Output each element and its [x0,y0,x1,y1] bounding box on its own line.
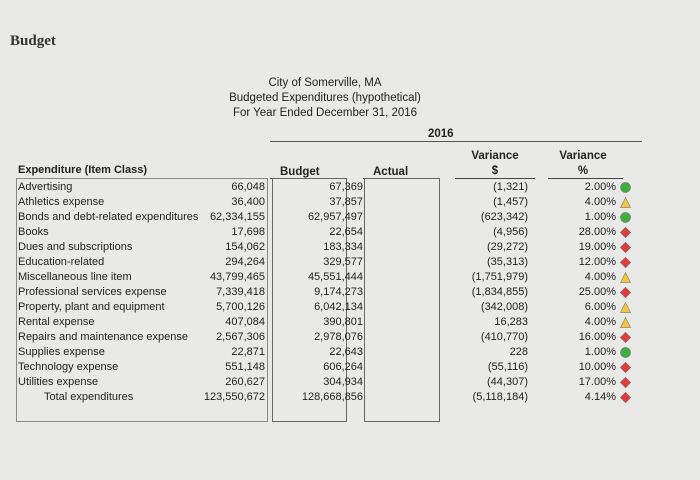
green-circle-icon [620,347,631,358]
actual-value: 9,174,273 [314,286,363,298]
expenditure-item: Property, plant and equipment [18,301,165,313]
variance-amount: (342,008) [480,301,528,313]
variance-percent: 6.00% [584,301,616,313]
entity-name: City of Somerville, MA [268,77,382,89]
table-row [0,195,700,210]
variance-amount: (1,457) [493,196,528,208]
year-rule [270,141,642,142]
actual-value: 6,042,134 [314,301,363,313]
variance-amount: (44,307) [487,376,528,388]
green-circle-icon [620,212,631,223]
table-row [0,270,700,285]
table-row [0,180,700,195]
table-row [0,330,700,345]
yellow-triangle-icon [620,317,631,328]
variance-amount: 16,283 [494,316,528,328]
budget-value: 551,148 [225,361,265,373]
red-diamond-icon [620,227,631,238]
red-diamond-icon [620,257,631,268]
year-label: 2016 [428,128,454,140]
budget-value: 2,567,306 [216,331,265,343]
variance-percent: 4.00% [584,316,616,328]
budget-value: 294,264 [225,256,265,268]
variance-percent: 2.00% [584,181,616,193]
report-subtitle: Budgeted Expenditures (hypothetical) [229,92,421,104]
variance-percent: 12.00% [578,256,616,268]
table-row [0,240,700,255]
report-period: For Year Ended December 31, 2016 [232,107,418,119]
actual-value: 304,934 [323,376,363,388]
green-circle-icon [620,182,631,193]
variance-amount: 228 [509,346,528,358]
budget-value: 22,871 [231,346,265,358]
variance-amount: (410,770) [480,331,528,343]
variance-amount: (35,313) [487,256,528,268]
actual-value: 45,551,444 [307,271,363,283]
table-row [0,360,700,375]
variance-amount-header: Variance [471,150,519,162]
variance-percent: 4.14% [584,391,616,403]
expenditure-item: Utilities expense [18,376,99,388]
variance-amount: (1,751,979) [471,271,528,283]
budget-value: 154,062 [225,241,265,253]
variance-amount: (4,956) [493,226,528,238]
variance-percent: 25.00% [578,286,616,298]
budget-value: 260,627 [225,376,265,388]
expenditure-item: Athletics expense [18,196,105,208]
variance-amount: (5,118,184) [472,391,528,403]
budget-value: 62,334,155 [209,211,265,223]
actual-value: 62,957,497 [307,211,363,223]
red-diamond-icon [620,377,631,388]
actual-value: 606,264 [323,361,363,373]
budget-column-header: Budget [280,166,320,178]
actual-value: 67,369 [329,181,363,193]
expenditure-item: Dues and subscriptions [18,241,133,253]
expenditure-item: Professional services expense [18,286,167,298]
expenditure-item: Advertising [18,181,73,193]
variance-percent: 19.00% [578,241,616,253]
red-diamond-icon [620,392,631,403]
table-row [0,375,700,390]
expenditure-item: Books [18,226,49,238]
red-diamond-icon [620,242,631,253]
actual-column-header: Actual [373,166,409,178]
variance-percent: 16.00% [578,331,616,343]
actual-value: 128,668,856 [301,391,363,403]
page-title: Budget [10,33,56,49]
actual-value: 2,978,076 [314,331,363,343]
variance-percent: 4.00% [584,196,616,208]
actual-value: 390,801 [323,316,363,328]
variance-percent: 1.00% [584,211,616,223]
budget-value: 17,698 [231,226,265,238]
expenditure-item: Bonds and debt-related expenditures [18,211,199,223]
item-column-header: Expenditure (Item Class) [18,164,147,176]
expenditure-item: Technology expense [18,361,119,373]
variance-percent-header: Variance [559,150,607,162]
variance-amount-unit: $ [491,165,499,177]
yellow-triangle-icon [620,272,631,283]
variance-amount: (29,272) [487,241,528,253]
total-row [0,390,700,405]
table-row [0,255,700,270]
table-row [0,210,700,225]
budget-value: 5,700,126 [216,301,265,313]
red-diamond-icon [620,287,631,298]
budget-value: 43,799,465 [209,271,265,283]
expenditure-item: Supplies expense [18,346,105,358]
variance-amount: (55,116) [487,361,528,373]
table-row [0,225,700,240]
table-row [0,300,700,315]
expenditure-item: Repairs and maintenance expense [18,331,189,343]
actual-value: 22,643 [329,346,363,358]
budget-value: 7,339,418 [216,286,265,298]
expenditure-item: Education-related [18,256,105,268]
header-underline [548,178,623,179]
table-row [0,285,700,300]
actual-value: 37,857 [329,196,363,208]
variance-percent-unit: % [577,165,589,177]
variance-percent: 17.00% [578,376,616,388]
variance-amount: (623,342) [480,211,528,223]
header-underline [455,178,535,179]
actual-value: 22,654 [329,226,363,238]
yellow-triangle-icon [620,197,631,208]
expenditure-item: Miscellaneous line item [18,271,132,283]
variance-percent: 28.00% [578,226,616,238]
variance-percent: 4.00% [584,271,616,283]
red-diamond-icon [620,332,631,343]
budget-value: 66,048 [231,181,265,193]
table-row [0,315,700,330]
budget-value: 123,550,672 [203,391,265,403]
variance-percent: 1.00% [584,346,616,358]
budget-value: 407,084 [225,316,265,328]
variance-amount: (1,321) [493,181,528,193]
variance-percent: 10.00% [578,361,616,373]
variance-amount: (1,834,855) [471,286,528,298]
budget-value: 36,400 [231,196,265,208]
expenditure-item: Total expenditures [44,391,134,403]
red-diamond-icon [620,362,631,373]
table-row [0,345,700,360]
yellow-triangle-icon [620,302,631,313]
actual-value: 183,334 [323,241,363,253]
expenditure-item: Rental expense [18,316,95,328]
actual-value: 329,577 [323,256,363,268]
